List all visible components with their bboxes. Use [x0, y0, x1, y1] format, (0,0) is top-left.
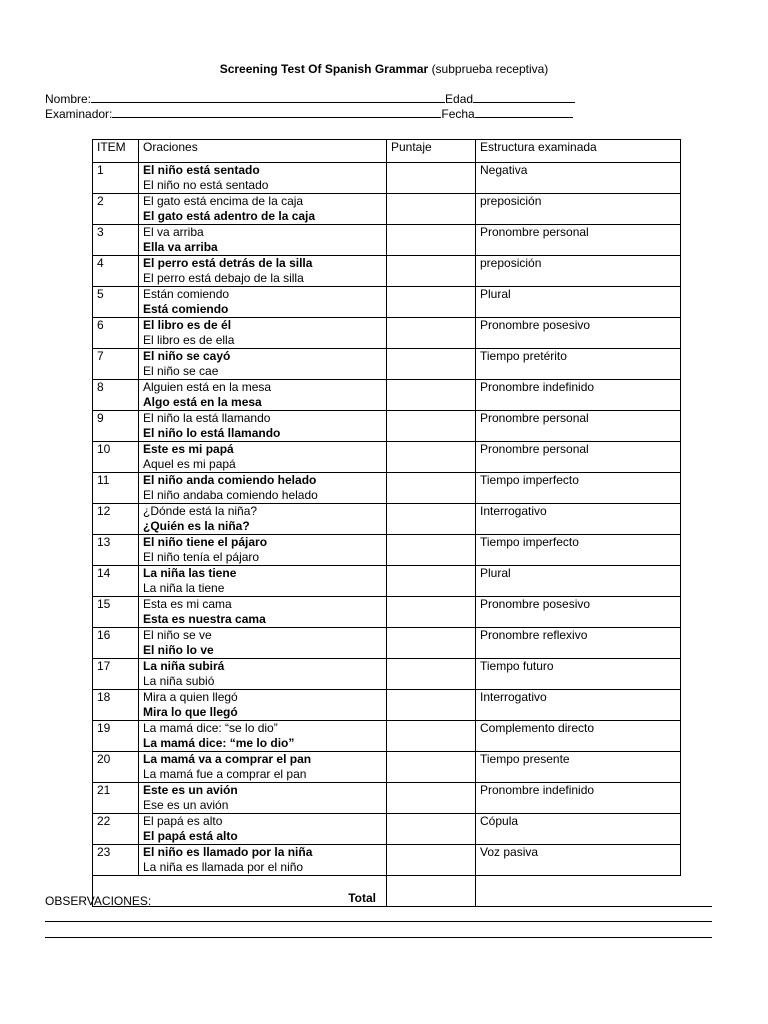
- estructura-cell: Pronombre reflexivo: [476, 628, 681, 659]
- sentence-second: El niño lo ve: [143, 643, 214, 657]
- estructura-cell: Plural: [476, 287, 681, 318]
- table-row: [93, 721, 681, 752]
- sentence-second: La niña es llamada por el niño: [143, 860, 304, 874]
- sentence-second: El papá está alto: [143, 829, 238, 843]
- puntaje-cell[interactable]: [387, 349, 476, 380]
- item-number: 4: [93, 256, 139, 287]
- oraciones-cell: [139, 287, 387, 318]
- puntaje-cell[interactable]: [387, 411, 476, 442]
- sentence-first: El niño se cayó: [143, 349, 231, 363]
- item-number: 23: [93, 845, 139, 876]
- title-main: Screening Test Of Spanish Grammar: [219, 62, 429, 76]
- sentence-second: La mamá dice: “me lo dio”: [143, 736, 295, 750]
- sentence-second: Aquel es mi papá: [143, 457, 236, 471]
- puntaje-cell[interactable]: [387, 783, 476, 814]
- total-score-cell[interactable]: [387, 876, 476, 907]
- table-row: [93, 225, 681, 256]
- puntaje-cell[interactable]: [387, 473, 476, 504]
- oraciones-cell: [139, 318, 387, 349]
- oraciones-cell: [139, 225, 387, 256]
- observaciones-line-1[interactable]: [160, 906, 712, 907]
- table-row: [93, 287, 681, 318]
- sentence-first: Este es un avión: [143, 783, 238, 797]
- oraciones-cell: [139, 752, 387, 783]
- item-number: 15: [93, 597, 139, 628]
- table-body: [93, 163, 681, 876]
- puntaje-cell[interactable]: [387, 535, 476, 566]
- total-empty-cell: [476, 876, 681, 907]
- puntaje-cell[interactable]: [387, 690, 476, 721]
- table-row: [93, 349, 681, 380]
- examinador-label: Examinador:: [45, 107, 113, 121]
- sentence-first: Este es mi papá: [143, 442, 234, 456]
- sentence-second: El niño no está sentado: [143, 178, 269, 192]
- oraciones-cell: [139, 597, 387, 628]
- oraciones-cell: [139, 721, 387, 752]
- puntaje-cell[interactable]: [387, 814, 476, 845]
- sentence-first: La niña subirá: [143, 659, 225, 673]
- estructura-cell: Interrogativo: [476, 504, 681, 535]
- header-puntaje: Puntaje: [387, 140, 476, 163]
- estructura-cell: Pronombre personal: [476, 225, 681, 256]
- item-number: 3: [93, 225, 139, 256]
- oraciones-cell: [139, 535, 387, 566]
- oraciones-cell: [139, 566, 387, 597]
- total-row: [93, 876, 681, 907]
- item-number: 20: [93, 752, 139, 783]
- sentence-first: ¿Dónde está la niña?: [143, 504, 258, 518]
- table-row: [93, 628, 681, 659]
- table-row: [93, 597, 681, 628]
- table-row: [93, 473, 681, 504]
- header-item: ITEM: [93, 140, 139, 163]
- estructura-cell: Cópula: [476, 814, 681, 845]
- sentence-first: El perro está detrás de la silla: [143, 256, 313, 270]
- item-number: 17: [93, 659, 139, 690]
- puntaje-cell[interactable]: [387, 659, 476, 690]
- estructura-cell: Voz pasiva: [476, 845, 681, 876]
- oraciones-cell: [139, 783, 387, 814]
- sentence-first: El gato está encima de la caja: [143, 194, 304, 208]
- table-row: [93, 783, 681, 814]
- sentence-first: Esta es mi cama: [143, 597, 232, 611]
- table-row: [93, 845, 681, 876]
- sentence-first: El niño tiene el pájaro: [143, 535, 268, 549]
- sentence-second: El niño se cae: [143, 364, 219, 378]
- page-title: [0, 62, 768, 76]
- sentence-first: Están comiendo: [143, 287, 230, 301]
- fecha-field[interactable]: [475, 106, 573, 118]
- table-row: [93, 504, 681, 535]
- estructura-cell: Pronombre personal: [476, 411, 681, 442]
- puntaje-cell[interactable]: [387, 380, 476, 411]
- sentence-second: El libro es de ella: [143, 333, 235, 347]
- estructura-cell: Negativa: [476, 163, 681, 194]
- estructura-cell: Pronombre indefinido: [476, 783, 681, 814]
- item-number: 19: [93, 721, 139, 752]
- sentence-first: El papá es alto: [143, 814, 223, 828]
- sentence-second: El perro está debajo de la silla: [143, 271, 304, 285]
- observaciones-label: OBSERVACIONES:: [45, 894, 152, 908]
- table-row: [93, 690, 681, 721]
- sentence-first: El libro es de él: [143, 318, 232, 332]
- sentence-second: Algo está en la mesa: [143, 395, 262, 409]
- oraciones-cell: [139, 163, 387, 194]
- sentence-second: La niña subió: [143, 674, 215, 688]
- nombre-label: Nombre:: [45, 92, 92, 106]
- item-number: 11: [93, 473, 139, 504]
- sentence-first: El va arriba: [143, 225, 204, 239]
- oraciones-cell: [139, 442, 387, 473]
- puntaje-cell[interactable]: [387, 256, 476, 287]
- puntaje-cell[interactable]: [387, 504, 476, 535]
- estructura-cell: Tiempo imperfecto: [476, 473, 681, 504]
- table-row: [93, 535, 681, 566]
- header-oraciones: Oraciones: [139, 140, 387, 163]
- estructura-cell: Tiempo imperfecto: [476, 535, 681, 566]
- table-row: [93, 411, 681, 442]
- sentence-first: El niño es llamado por la niña: [143, 845, 313, 859]
- puntaje-cell[interactable]: [387, 597, 476, 628]
- nombre-field[interactable]: [91, 91, 445, 103]
- sentence-first: La mamá dice: “se lo dio”: [143, 721, 278, 735]
- table-row: [93, 194, 681, 225]
- edad-label: Edad: [445, 92, 474, 106]
- sentence-second: Está comiendo: [143, 302, 229, 316]
- item-number: 16: [93, 628, 139, 659]
- puntaje-cell[interactable]: [387, 628, 476, 659]
- item-number: 13: [93, 535, 139, 566]
- table-row: [93, 318, 681, 349]
- grammar-table: [92, 139, 681, 907]
- puntaje-cell[interactable]: [387, 225, 476, 256]
- estructura-cell: Complemento directo: [476, 721, 681, 752]
- table-row: [93, 380, 681, 411]
- title-subtitle: (subprueba receptiva): [431, 62, 549, 76]
- sentence-second: Mira lo que llegó: [143, 705, 238, 719]
- table-row: [93, 566, 681, 597]
- estructura-cell: Pronombre posesivo: [476, 597, 681, 628]
- estructura-cell: Pronombre indefinido: [476, 380, 681, 411]
- item-number: 8: [93, 380, 139, 411]
- sentence-second: Ella va arriba: [143, 240, 218, 254]
- sentence-second: Ese es un avión: [143, 798, 229, 812]
- observaciones-line-3[interactable]: [45, 937, 712, 938]
- oraciones-cell: [139, 659, 387, 690]
- sentence-second: La mamá fue a comprar el pan: [143, 767, 307, 781]
- oraciones-cell: [139, 349, 387, 380]
- fecha-label: Fecha: [441, 107, 475, 121]
- estructura-cell: Pronombre personal: [476, 442, 681, 473]
- estructura-cell: Pronombre posesivo: [476, 318, 681, 349]
- table-row: [93, 163, 681, 194]
- oraciones-cell: [139, 628, 387, 659]
- edad-field[interactable]: [473, 91, 575, 103]
- examinador-field[interactable]: [112, 106, 441, 118]
- puntaje-cell[interactable]: [387, 318, 476, 349]
- item-number: 10: [93, 442, 139, 473]
- item-number: 6: [93, 318, 139, 349]
- puntaje-cell[interactable]: [387, 566, 476, 597]
- sentence-first: El niño anda comiendo helado: [143, 473, 317, 487]
- sentence-second: El gato está adentro de la caja: [143, 209, 316, 223]
- oraciones-cell: [139, 256, 387, 287]
- puntaje-cell[interactable]: [387, 845, 476, 876]
- header-estructura: Estructura examinada: [476, 140, 681, 163]
- table-row: [93, 659, 681, 690]
- estructura-cell: preposición: [476, 194, 681, 225]
- item-number: 21: [93, 783, 139, 814]
- estructura-cell: Interrogativo: [476, 690, 681, 721]
- item-number: 1: [93, 163, 139, 194]
- sentence-first: El niño la está llamando: [143, 411, 271, 425]
- estructura-cell: Tiempo futuro: [476, 659, 681, 690]
- estructura-cell: Plural: [476, 566, 681, 597]
- oraciones-cell: [139, 845, 387, 876]
- table-row: [93, 256, 681, 287]
- item-number: 18: [93, 690, 139, 721]
- sentence-first: Alguien está en la mesa: [143, 380, 272, 394]
- puntaje-cell[interactable]: [387, 163, 476, 194]
- examinador-fecha-row: [45, 106, 573, 121]
- sentence-first: La mamá va a comprar el pan: [143, 752, 312, 766]
- item-number: 12: [93, 504, 139, 535]
- sentence-second: El niño lo está llamando: [143, 426, 281, 440]
- table-header-row: [93, 140, 681, 163]
- sentence-second: El niño tenía el pájaro: [143, 550, 260, 564]
- sentence-first: El niño se ve: [143, 628, 212, 642]
- item-number: 7: [93, 349, 139, 380]
- table-row: [93, 752, 681, 783]
- oraciones-cell: [139, 380, 387, 411]
- sentence-first: La niña las tiene: [143, 566, 237, 580]
- puntaje-cell[interactable]: [387, 287, 476, 318]
- puntaje-cell[interactable]: [387, 194, 476, 225]
- oraciones-cell: [139, 411, 387, 442]
- table-row: [93, 814, 681, 845]
- puntaje-cell[interactable]: [387, 442, 476, 473]
- observaciones-line-2[interactable]: [45, 921, 712, 922]
- sentence-first: Mira a quien llegó: [143, 690, 238, 704]
- sentence-second: Esta es nuestra cama: [143, 612, 266, 626]
- sentence-second: El niño andaba comiendo helado: [143, 488, 318, 502]
- item-number: 5: [93, 287, 139, 318]
- item-number: 22: [93, 814, 139, 845]
- table-row: [93, 442, 681, 473]
- estructura-cell: Tiempo pretérito: [476, 349, 681, 380]
- puntaje-cell[interactable]: [387, 752, 476, 783]
- nombre-edad-row: [45, 91, 575, 106]
- sentence-first: El niño está sentado: [143, 163, 260, 177]
- sentence-second: ¿Quién es la niña?: [143, 519, 250, 533]
- item-number: 2: [93, 194, 139, 225]
- oraciones-cell: [139, 194, 387, 225]
- sentence-second: La niña la tiene: [143, 581, 225, 595]
- estructura-cell: preposición: [476, 256, 681, 287]
- item-number: 9: [93, 411, 139, 442]
- oraciones-cell: [139, 690, 387, 721]
- oraciones-cell: [139, 814, 387, 845]
- total-label: Total: [93, 876, 387, 907]
- oraciones-cell: [139, 504, 387, 535]
- estructura-cell: Tiempo presente: [476, 752, 681, 783]
- puntaje-cell[interactable]: [387, 721, 476, 752]
- oraciones-cell: [139, 473, 387, 504]
- item-number: 14: [93, 566, 139, 597]
